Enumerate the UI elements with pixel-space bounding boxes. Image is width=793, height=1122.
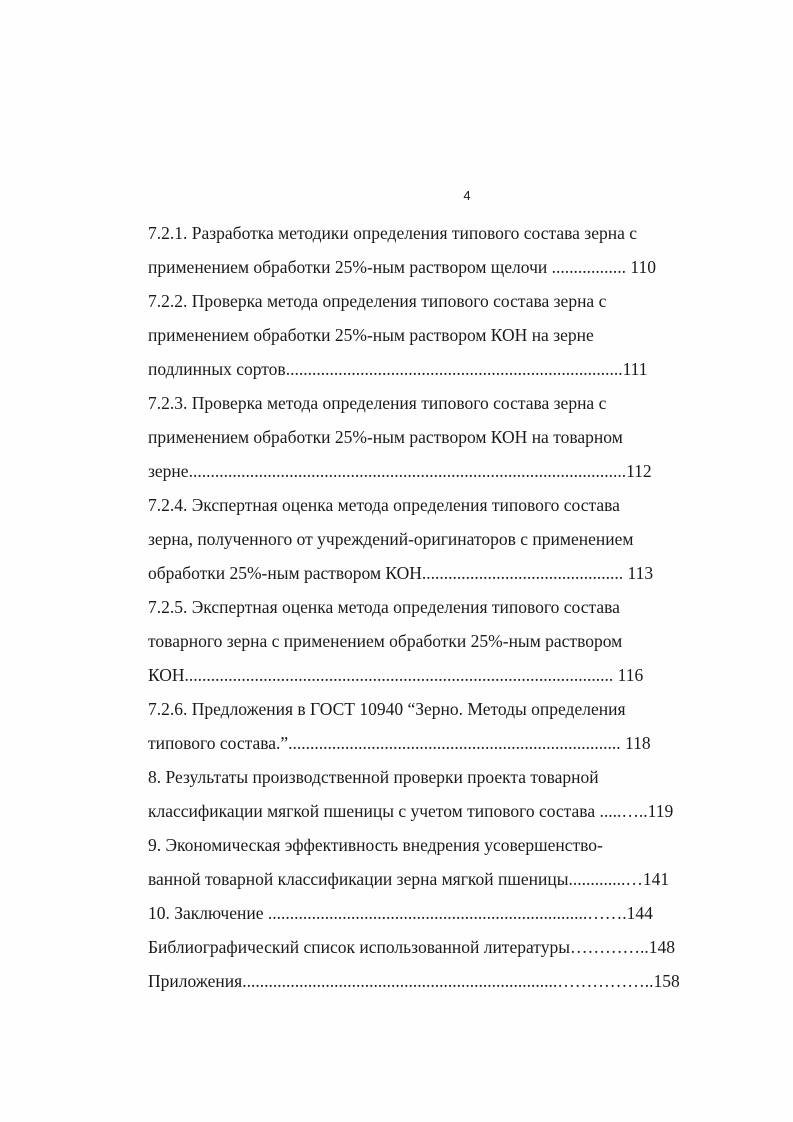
toc-line: применением обработки 25%-ным раствором щелочи ................. 110 [148,257,656,277]
toc-line: ванной товарной классификации зерна мягкой пшеницы.............…141 [148,869,670,889]
toc-line: 7.2.5. Экспертная оценка метода определения типового состава [148,597,620,617]
toc-line: типового состава.”............................................................................ 118 [148,733,651,753]
toc-line: 9. Экономическая эффективность внедрения усовершенство- [148,835,603,855]
toc-line: зерна, полученного от учреждений-оригинаторов с применением [148,529,634,549]
toc-line: 7.2.2. Проверка метода определения типового состава зерна с [148,291,607,311]
toc-line: 7.2.1. Разработка методики определения типового состава зерна с [148,223,637,243]
toc-line: применением обработки 25%-ным раствором КОН на зерне [148,325,594,345]
toc-line: Библиографический список использованной литературы…………..148 [148,937,675,957]
toc-line: применением обработки 25%-ным раствором КОН на товарном [148,427,623,447]
toc-line: Приложения........................................................................……………..158 [148,971,680,991]
toc-line: товарного зерна с применением обработки 25%-ным раствором [148,631,623,651]
toc-line: КОН.................................................................................................. 116 [148,665,644,685]
toc-line: подлинных сортов.............................................................................111 [148,359,648,379]
toc-line: обработки 25%-ным раствором КОН.............................................. 113 [148,563,654,583]
toc-line: 7.2.3. Проверка метода определения типового состава зерна с [148,393,607,413]
toc-line: 10. Заключение .........................................................................…….144 [148,903,653,923]
toc-line: 7.2.4. Экспертная оценка метода определения типового состава [148,495,620,515]
toc-line: 8. Результаты производственной проверки проекта товарной [148,767,599,787]
toc-line: зерне....................................................................................................112 [148,461,652,481]
toc-line: классификации мягкой пшеницы с учетом типового состава .....…..119 [148,801,674,821]
table-of-contents [148,216,708,998]
page-number: 4 [463,188,471,203]
toc-line: 7.2.6. Предложения в ГОСТ 10940 “Зерно. Методы определения [148,699,626,719]
